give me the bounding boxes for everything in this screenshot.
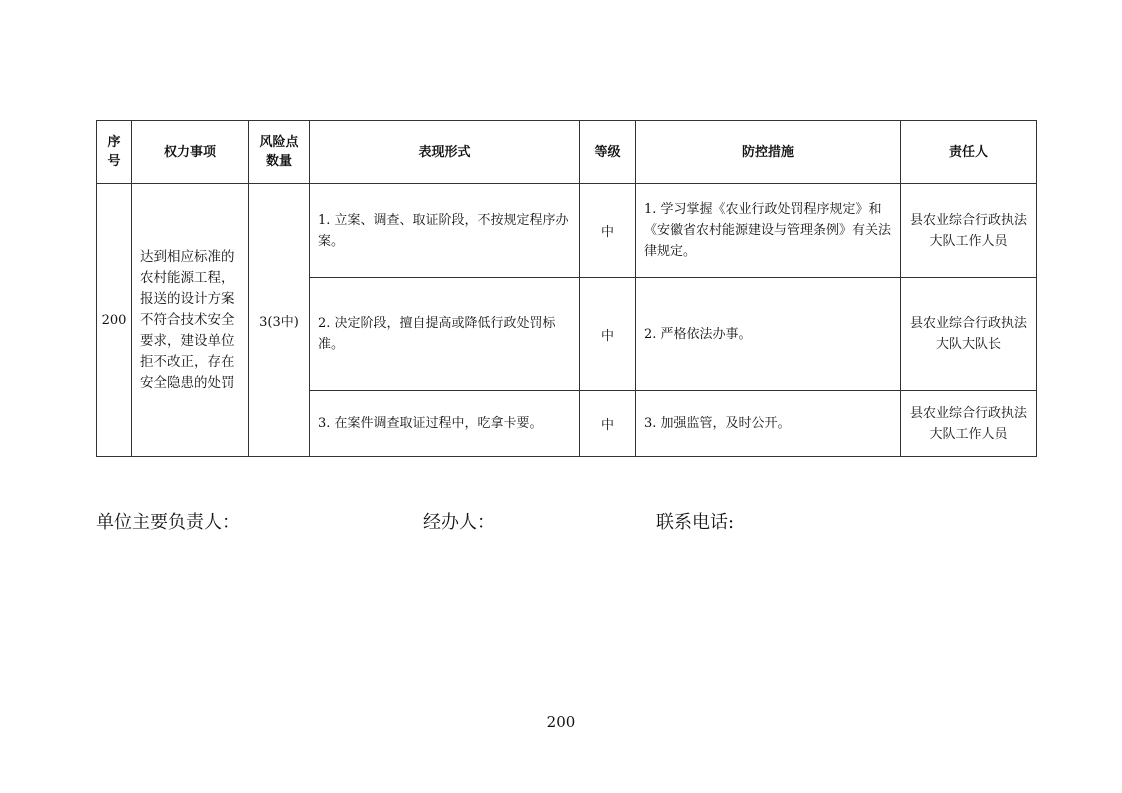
level-cell: 中 [580,278,636,391]
manifestation-cell: 1. 立案、调查、取证阶段，不按规定程序办案。 [310,184,580,278]
header-power-item: 权力事项 [132,121,249,184]
handler-label: 经办人： [423,512,495,533]
manifestation-cell: 2. 决定阶段，擅自提高或降低行政处罚标准。 [310,278,580,391]
header-manifestation: 表现形式 [310,121,580,184]
unit-head-label: 单位主要负责人： [96,512,240,533]
header-risk-count: 风险点 数量 [249,121,310,184]
level-cell: 中 [580,391,636,457]
record-risk-count: 3(3中) [249,184,310,457]
responsible-cell: 县农业综合行政执法大队大队长 [901,278,1037,391]
page-number: 200 [546,713,576,731]
responsible-cell: 县农业综合行政执法大队工作人员 [901,391,1037,457]
table-header-row [97,121,1037,184]
measure-cell: 2. 严格依法办事。 [636,278,901,391]
header-measures: 防控措施 [636,121,901,184]
phone-label: 联系电话: [656,512,735,533]
header-responsible: 责任人 [901,121,1037,184]
measure-cell: 1. 学习掌握《农业行政处罚程序规定》和《安徽省农村能源建设与管理条例》有关法律规定。 [636,184,901,278]
table-row [97,184,1037,278]
risk-table [96,120,1037,457]
record-index: 200 [97,184,132,457]
level-cell: 中 [580,184,636,278]
header-index: 序 号 [97,121,132,184]
manifestation-cell: 3. 在案件调查取证过程中，吃拿卡要。 [310,391,580,457]
measure-cell: 3. 加强监管，及时公开。 [636,391,901,457]
record-power-item: 达到相应标准的农村能源工程，报送的设计方案不符合技术安全要求，建设单位拒不改正，存在安全隐患的处罚 [132,184,249,457]
responsible-cell: 县农业综合行政执法大队工作人员 [901,184,1037,278]
header-level: 等级 [580,121,636,184]
